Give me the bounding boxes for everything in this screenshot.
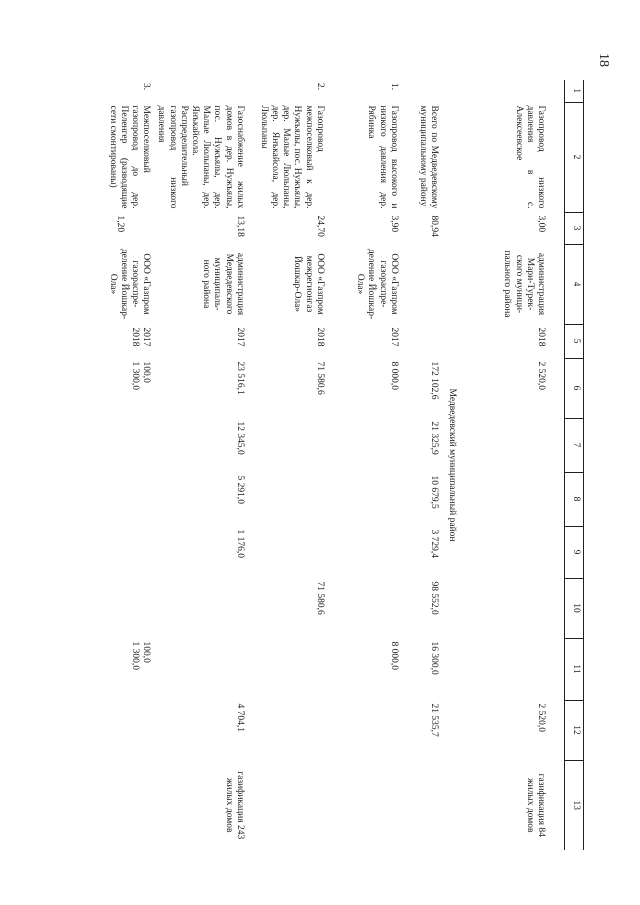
cell-length: 3,90: [388, 215, 399, 233]
cell-value: [247, 638, 327, 700]
cell-result: газификация 84 жилых домов: [524, 773, 546, 837]
cell-customer: ООО «Газпром газораспре- деление Йошкар-Ола»: [355, 248, 399, 320]
cell-value: 4 704,1: [234, 703, 245, 732]
cell-value: [153, 638, 247, 700]
district-heading-row: [441, 80, 462, 850]
cell-number: 3.: [141, 83, 152, 91]
table-row: [401, 80, 441, 850]
col-header: 7: [565, 418, 584, 472]
cell-value: [327, 526, 401, 578]
table-row: [153, 80, 247, 850]
cell-object: Газопровод межпоселковый к дер. Нужъялы, пос. Нужъялы, дер. Малые Люльпаны, дер. Янъкайсола, дер. Люльпаны: [258, 105, 325, 209]
cell-length: 24,70: [314, 215, 325, 237]
col-header: 4: [565, 244, 584, 324]
cell-total: 172 102,6: [428, 361, 439, 400]
col-header: 6: [565, 358, 584, 418]
cell-result: [401, 760, 441, 850]
cell-object: Газопровод высокого и низкого давления дер. Рябинка: [366, 105, 399, 209]
cell-total: 71 580,6: [314, 361, 325, 395]
col-header: 5: [565, 324, 584, 358]
page-number: 18: [596, 53, 611, 67]
cell-value: 10 679,5: [428, 475, 439, 509]
cell-customer: ООО «Газпром межрегионгаз Йошкар-Ола»: [292, 253, 325, 315]
cell-total: 100,0 1 300,0: [129, 361, 152, 390]
cell-total: 2 520,0: [536, 361, 546, 390]
cell-value: 21 535,7: [428, 703, 439, 737]
col-header: 10: [565, 578, 584, 638]
column-number-row: [565, 80, 584, 850]
cell-value: [462, 578, 548, 638]
cell-value: 1 176,0: [234, 529, 245, 558]
cell-customer: [401, 244, 441, 324]
cell-value: [73, 472, 153, 526]
cell-total: 23 516,1: [234, 361, 245, 395]
cell-value: [247, 700, 327, 760]
cell-value: [327, 472, 401, 526]
col-header: 1: [565, 80, 584, 102]
col-header: 3: [565, 212, 584, 244]
col-header: 13: [565, 760, 584, 850]
cell-result: [73, 760, 153, 850]
cell-length: 3,00: [536, 215, 546, 233]
table-row: [73, 80, 153, 850]
cell-result: [327, 760, 401, 850]
cell-customer: ООО «Газпром газораспре- деление Йошкар-Ола»: [107, 248, 152, 320]
cell-value: [462, 638, 548, 700]
table-row: [462, 80, 548, 850]
cell-value: [153, 578, 247, 638]
cell-value: [73, 526, 153, 578]
cell-value: 8 000,0: [388, 641, 399, 670]
col-header: 9: [565, 526, 584, 578]
cell-value: 71 580,6: [314, 581, 325, 615]
cell-value: 100,0 1 300,0: [129, 641, 152, 670]
cell-value: [462, 418, 548, 472]
cell-result: [247, 760, 327, 850]
cell-value: [73, 700, 153, 760]
cell-year: 2017: [234, 327, 245, 347]
cell-number: [153, 80, 247, 102]
cell-value: [462, 526, 548, 578]
cell-value: [327, 578, 401, 638]
cell-year: 2018: [536, 327, 546, 347]
table-row: [327, 80, 401, 850]
cell-value: 12 345,0: [234, 421, 245, 455]
gas-program-table: [73, 80, 584, 850]
col-header: 11: [565, 638, 584, 700]
cell-value: 2 520,0: [536, 703, 546, 732]
cell-object: Газоснабжение жилых домов в дер. Нужъялы, пос. Нужъялы, дер. Малые Люльпаны, дер. Янъкайсола. Распределительный газопровод низкого давления: [156, 105, 245, 209]
col-header: 8: [565, 472, 584, 526]
cell-year: [401, 324, 441, 358]
cell-value: [247, 418, 327, 472]
cell-length: 13,18: [234, 215, 245, 237]
cell-number: 1.: [388, 83, 399, 91]
cell-value: [462, 472, 548, 526]
cell-number: [462, 80, 548, 102]
cell-length: 80,94: [428, 215, 439, 237]
col-header: 2: [565, 102, 584, 212]
cell-object: Всего по Медведевскому муниципальному району: [417, 105, 439, 209]
cell-year: 2017: [388, 327, 399, 347]
cell-year: 2017 2018: [129, 327, 152, 347]
cell-value: 98 552,0: [428, 581, 439, 615]
cell-number: 2.: [314, 83, 325, 91]
cell-value: [73, 578, 153, 638]
cell-value: 5 291,0: [234, 475, 245, 504]
cell-value: [247, 526, 327, 578]
cell-year: 2018: [314, 327, 325, 347]
cell-object: Межпоселковый газопровод до дер. Пеленгер (разводящие сети смонтированы): [107, 105, 152, 209]
cell-value: 21 325,9: [428, 421, 439, 455]
cell-value: [73, 418, 153, 472]
cell-object: Газопровод низкого давления в с. Алексеевское: [513, 105, 546, 209]
cell-customer: администрация Мари-Турек- ского муници- пального района: [502, 250, 546, 318]
district-heading: Медведевский муниципальный район: [447, 388, 457, 542]
cell-customer: администрация Медведевского муниципаль- ного района: [201, 252, 245, 316]
cell-value: [247, 472, 327, 526]
rotated-table-sheet: [44, 80, 584, 850]
cell-total: 8 000,0: [388, 361, 399, 390]
cell-value: 16 300,0: [428, 641, 439, 675]
cell-result: газификация 243 жилых домов: [223, 771, 245, 840]
cell-number: [401, 80, 441, 102]
col-header: 12: [565, 700, 584, 760]
cell-value: [327, 418, 401, 472]
cell-length: 1,20: [115, 215, 126, 233]
cell-value: 3 729,4: [428, 529, 439, 558]
cell-value: [327, 700, 401, 760]
table-row: [247, 80, 327, 850]
